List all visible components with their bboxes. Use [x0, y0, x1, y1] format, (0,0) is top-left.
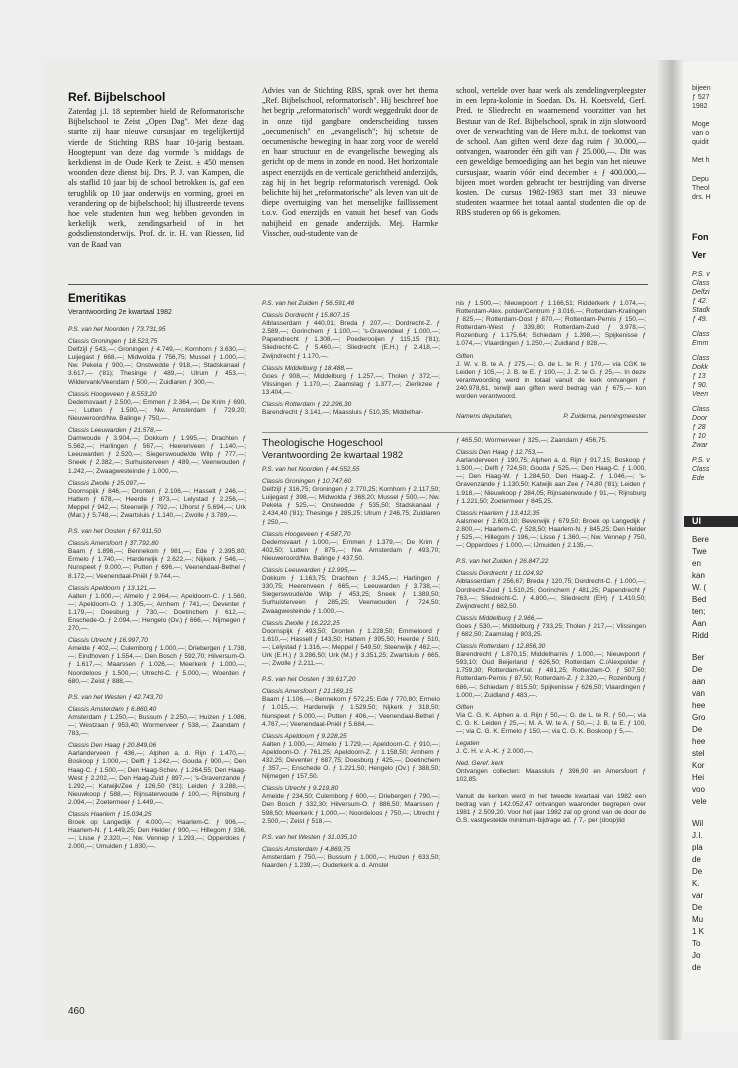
section-body: Aarlanderveen ƒ 190,75; Alphen a. d. Rijn ƒ 917,15; Boskoop ƒ 1.500,—; Delft ƒ 724,50; Gouda ƒ 525,—; Den Haag-C. ƒ 1.000,—; Den Haag-W. ƒ 1.284,50; Den Haag-Z. ƒ 1.046,—; 's-Gravenzande ƒ 1.130,50; Katwijk aan Zee ƒ 74,80 ('81); Leiden ƒ 1.918,—; Nieuwkoop ƒ 284,05; Rijnsaterwoude ƒ 91,—; Rijnsburg ƒ 1.221,50; Zoetermeer ƒ 845,25.	[456, 457, 646, 505]
next-page-fragment: van o	[692, 130, 710, 137]
next-page-fragment: Depu	[692, 176, 709, 183]
emeritikas-column-2	[262, 300, 440, 417]
section-body: nis ƒ 1.500,—; Nieuwpoort ƒ 1.166,51; Ridderkerk ƒ 1.074,—; Rotterdam-Alex. polder/Centrum ƒ 3.016,—; Rotterdam-Kralingen ƒ 825,—; Rotterdam-Oost ƒ 870,—; Rotterdam-Pernis ƒ 150,—; Rotterdam-West ƒ 339,80; Rotterdam-Zuid ƒ 3.978,—; Rozenburg ƒ 1.175,64; Schiedam ƒ 1.398,—; Spijkenisse ƒ 1.074,—; Vlaardingen ƒ 1.250,—; Zuidland ƒ 828,—.	[456, 300, 646, 348]
next-page-fragment: hee	[692, 737, 706, 746]
page-number: 460	[68, 1006, 85, 1017]
next-page-fragment: Gro	[692, 713, 706, 722]
section-body: Barendrecht ƒ 1.870,15; Middelharnis ƒ 1.000,—; Nieuwpoort ƒ 593,10; Oud Beijerland ƒ 626,50; Rotterdam C./Alexpolder ƒ 1.759,30; Rotterdam-Kral. ƒ 481,25; Rotterdam-O. ƒ 507,50; Rotterdam-Pernis ƒ 87,50; Rotterdam-Z. ƒ 2.320,—; Rozenburg ƒ 686,—; Schiedam ƒ 815,50; Spijkenisse ƒ 626,50; Vlaardingen ƒ 1.000,—; Zuidland ƒ 483,—.	[456, 651, 646, 699]
next-page-fragment: Jo	[692, 951, 701, 960]
next-page-fragment: Kor	[692, 761, 705, 770]
next-page-fragment: Wil	[692, 819, 704, 828]
section-body: Aarlanderveen ƒ 436,—; Alphen a. d. Rijn ƒ 1.470,—; Boskoop ƒ 1.000,—; Delft ƒ 1.242,—; Gouda ƒ 900,—; Den Haag-C. ƒ 1.500,—; Den Haag-Schev. ƒ 1.264,55; Den Haag-West ƒ 2.202,—; Den Haag-Zuid ƒ 897,—; 's-Gravenzande ƒ 1.292,—; Katwijk/Zee ƒ 126,50 ('81); Leiden ƒ 3.288,—; Nieuwkoop ƒ 588,—; Rijnsaterwoude ƒ 100,—; Rijnsburg ƒ 2.094,—; Zoetermeer ƒ 1.449,—.	[68, 750, 247, 806]
next-page-fragment: To	[692, 939, 701, 948]
section-heading: Classis Amersfoort ƒ 37.792,80	[68, 540, 159, 548]
section-body: Goes ƒ 908,—; Middelburg ƒ 1.257,—; Tholen ƒ 372,—; Vlissingen ƒ 1.170,—; Zaamslag ƒ 1.377,—; Zierikzee ƒ 13.404,—.	[262, 372, 440, 396]
next-page-fragment: Class	[692, 331, 710, 338]
section-heading: Classis Groningen ƒ 18.523,75	[68, 338, 158, 346]
next-page-fragment: De	[692, 725, 703, 734]
emeritikas-column-3	[456, 300, 646, 401]
section-body: Doornspijk ƒ 493,50; Dronten ƒ 1.228,50; Emmeloord ƒ 1.610,—; Hasselt ƒ 143,50; Hattem ƒ 395,50; Heerde ƒ 510,—; Lelystad ƒ 1.316,—; Meppel ƒ 549,50; Steenwijk ƒ 462,—; Urk (E.H.) ƒ 3.286,50; Urk (M.) ƒ 3.351,25; Zwartsluis ƒ 665,—; Zwolle ƒ 2.211,—.	[262, 627, 440, 668]
section-heading: P.S. van het Noorden ƒ 73.731,95	[68, 326, 166, 333]
section-heading: P.S. van het Westen ƒ 42.743,70	[68, 693, 163, 701]
section-heading: P.S. van het Zuiden ƒ 26.847,22	[456, 558, 549, 566]
section-heading: P.S. van het Oosten ƒ 67.911,50	[68, 528, 161, 536]
next-page-fragment: ten;	[692, 607, 706, 616]
section-heading: Classis Utrecht ƒ 9.219,80	[262, 785, 339, 793]
section-body: Damwoude ƒ 3.904,—; Dokkum ƒ 1.995,—; Drachten ƒ 5.562,—; Harlingen ƒ 567,—; Heerenveen ƒ 1.140,—; Leeuwarden ƒ 2.520,—; Siegerswoude/de Wilp ƒ 777,—; Sneek ƒ 2.382,—; Surhuisterveen ƒ 489,—; Veenwouden ƒ 1.242,—; Zwaagwesteinde ƒ 1.000,—.	[68, 435, 246, 475]
next-page-fragment: de	[692, 855, 701, 864]
next-page-fragment: pla	[692, 843, 703, 852]
next-page-fragment: Ridd	[692, 631, 709, 640]
section-body: Vanuit de kerken werd in het tweede kwartaal van 1982 een bedrag van ƒ 142.052,47 ontvangen waaronder begrepen over 1981 ƒ 2.509,20. Voor het jaar 1982 zal op grond van de door de G.S. vastgestelde minimum-bijdrage ad. ƒ 7,- per (doop)lid	[456, 792, 646, 824]
hogeschool-column-3	[456, 437, 646, 825]
section-heading: Classis Rotterdam ƒ 22.296,30	[262, 401, 352, 409]
next-page-fragment: bijeen	[692, 85, 711, 92]
middle-divider	[262, 432, 648, 433]
section-body: Barendrecht ƒ 3.141,—; Maassluis ƒ 510,35; Middelhar-	[262, 409, 424, 417]
section-heading: Classis Amsterdam ƒ 4.869,75	[262, 845, 351, 853]
emeritikas-subtitle: Verantwoording 2e kwartaal 1982	[68, 309, 172, 316]
next-page-fragment: drs. H	[692, 194, 711, 201]
section-heading: P.S. van het Noorden ƒ 44.552,55	[262, 466, 360, 473]
next-page-fragment: en	[692, 559, 701, 568]
section-heading: Classis Apeldoorn ƒ 9.228,25	[262, 732, 347, 740]
next-page-fragment: Delfzi	[692, 289, 710, 296]
section-heading: Classis Zwolle ƒ 16.222,25	[262, 619, 340, 627]
section-heading: Classis Leeuwarden ƒ 21.578,—	[68, 427, 162, 435]
next-page-fragment: ƒ 42.	[692, 298, 708, 305]
section-heading: Classis Den Haag ƒ 12.753,—	[456, 449, 544, 457]
section-body: Goes ƒ 530,—; Middelburg ƒ 733,25; Tholen ƒ 217,—; Vlissingen ƒ 682,50; Zaamslag ƒ 803,25.	[456, 622, 646, 638]
section-heading: Classis Zwolle ƒ 25.097,—	[68, 479, 145, 487]
section-heading: Classis Dordrecht ƒ 15.807,15	[262, 312, 350, 320]
section-heading: Classis Hoogeveen ƒ 8.553,20	[68, 390, 157, 398]
section-heading: Classis Dordrecht ƒ 11.024,92	[456, 570, 543, 578]
section-heading: Classis Den Haag ƒ 20.849,06	[68, 742, 157, 750]
next-page-fragment: P.S. v	[692, 457, 710, 464]
next-page-fragment: van	[692, 689, 705, 698]
next-page-fragment: Moge	[692, 121, 710, 128]
next-page-fragment: Class	[692, 355, 710, 362]
section-heading: Classis Amsterdam ƒ 6.860,40	[68, 705, 157, 713]
next-page-fragment: de	[692, 963, 701, 972]
section-body: Ameide ƒ 234,50; Culemborg ƒ 600,—; Driebergen ƒ 790,—; Den Bosch ƒ 332,30; Hilversum-O. ƒ 886,50; Maarssen ƒ 598,50; Meerkerk ƒ 1.000,—; Noordeloos ƒ 750,—; Utrecht ƒ 2.500,—; Zeist ƒ 518,—.	[262, 793, 440, 825]
section-body: Dokkum ƒ 1.163,75; Drachten ƒ 3.245,—; Harlingen ƒ 330,75; Heerenveen ƒ 665,—; Leeuwarden ƒ 3.738,—; Siegerswoude/de Wilp ƒ 453,25; Sneek ƒ 1.389,50; Surhuisterveen ƒ 285,25; Veenwouden ƒ 724,50; Zwaagwesteinde ƒ 1.000,—.	[262, 575, 440, 615]
section-body: Dedemsvaart ƒ 2.500,—; Emmen ƒ 2.364,—; De Krim ƒ 690,—; Lutten ƒ 1.500,—; Nw. Amsterdam ƒ 729,20; Nieuweroord/Nw. Balinge ƒ 750,—.	[68, 398, 246, 422]
section-body: Dedemsvaart ƒ 1.000,—; Emmen ƒ 1.379,—; De Krim ƒ 402,50; Lutten ƒ 875,—; Nw. Amsterdam ƒ 493,70; Nieuweroord/Nw. Balinge ƒ 437,50.	[262, 538, 440, 562]
section-body: Amsterdam ƒ 750,—; Bussum ƒ 1.000,—; Huizen ƒ 633,50; Naarden ƒ 1.239,—; Ouderkerk a. d. Amstel	[262, 853, 440, 870]
next-page-fragment: hee	[692, 701, 706, 710]
section-body: J. W. v. B. te A. ƒ 275,—; G. de L. te R. ƒ 170,— via CGK te Leiden ƒ 105,—; J. B. te E. ƒ 100,—; J. Z. te G. ƒ 25,—. In deze verantwoording werd in totaal vanuit de kerk ontvangen ƒ 240.978,61, terwijl aan giften werd bedrag van ƒ 675,— kon worden verantwoord.	[456, 360, 646, 401]
next-page-fragment: kan	[692, 571, 705, 580]
article-title: Ref. Bijbelschool	[68, 90, 166, 104]
section-heading: P.S. van het Oosten ƒ 39.617,20	[262, 676, 356, 684]
next-page-fragment: Hei	[692, 773, 705, 782]
section-heading: Classis Haarlem ƒ 15.034,25	[68, 810, 152, 818]
next-page-fragment: Ul	[684, 516, 738, 527]
next-page-fragment: K.	[692, 879, 700, 888]
section-body: Alblasserdam ƒ 256,67; Breda ƒ 120,75; Dordrecht-C. ƒ 1.000,—; Dordrecht-Zuid ƒ 1.510,25; Gorinchem ƒ 481,25; Papendrecht ƒ 763,—; Sliedrecht-C. ƒ 4.800,—; Sliedrecht (EH) ƒ 1.410,50; Zwijndrecht ƒ 682,50.	[456, 578, 646, 610]
next-page-fragment: ƒ 527	[692, 94, 710, 101]
section-heading: Classis Groningen ƒ 10.747,60	[262, 478, 352, 486]
signature-left: Namens deputaten,	[456, 413, 513, 420]
next-page-fragment: Emm	[692, 340, 709, 347]
article-column-3: school, vertelde over haar werk als zendelingverpleegster in een lepra-kolonie in Soedan. Ds. H. Koetsveld, Gerf. Pred. te Sliedrecht en waarnemend voorzitter van het Bestuur van de Ref. Bijbelschool, sprak in zijn slotwoord over de verwachting van de Here m.b.t. de toekomst van de school. Aan giften werd deze dag ruim ƒ 30.000,— ontvangen, waaronder één gift van ƒ 25.000,—. Dit was een geweldige bemoediging aan het begin van het nieuwe cursusjaar, waarin vóór eind december ± ƒ 400.000,— bijeen moet worden gebracht ter bestrijding van diverse kosten. De cursus 1982-1983 start met 33 nieuwe studenten waarmee het totaal aantal studenten die op de RBS studeren op 66 is gekomen.	[456, 86, 646, 218]
page-spine-shadow	[658, 60, 684, 1040]
hogeschool-header	[262, 437, 442, 461]
next-page-fragment: Aan	[692, 619, 707, 628]
section-body: Delfzijl ƒ 316,75; Groningen ƒ 2.770,25; Kornhorn ƒ 2.117,50; Luijegast ƒ 398,—; Midwolda ƒ 368,20; Mussel ƒ 500,—; Nw. Pekela ƒ 525,—; Onstwedde ƒ 535,50; Stadskanaal ƒ 2.434,40 ('81); Thesinge ƒ 285,25; Ulrum ƒ 246,75; Zuidlaren ƒ 250,—.	[262, 486, 440, 526]
next-page-fragment: ƒ 28	[692, 424, 706, 431]
section-heading: Classis Middelburg ƒ 2.966,—	[456, 614, 543, 622]
next-page-fragment: De	[692, 903, 703, 912]
section-heading: Classis Leeuwarden ƒ 12.995,—	[262, 567, 356, 575]
next-page-fragment: Ber	[692, 653, 705, 662]
section-heading: Classis Middelburg ƒ 18.488,—	[262, 364, 353, 372]
section-body: Baarn ƒ 1.896,—; Bennekom ƒ 981,—; Ede ƒ 2.395,80; Ermelo ƒ 1.740,—; Harderwijk ƒ 2.622,—; Nijkerk ƒ 546,—; Nunspeet ƒ 9.000,—; Putten ƒ 696,—; Veenendaal-Bethel ƒ 8.172,—; Veenendaal-Pniël ƒ 9.744,—.	[68, 548, 246, 580]
section-heading: Classis Apeldoorn ƒ 13.121,—	[68, 584, 156, 592]
section-heading: Classis Amersfoort ƒ 21.169,15	[262, 688, 353, 696]
section-heading: Legaten	[456, 740, 480, 748]
section-heading: Giften	[456, 352, 474, 360]
article-column-2: Advies van de Stichting RBS, sprak over het thema „Ref. Bijbelschool, reformatorisch". Hij beschreef hoe het begrip „reformatorisch" wordt weggedrukt door de in onze tijd gangbare onderscheiding tussen „oecumenisch" en „evangelisch"; hij schetste de oecumenische beweging in haar zorg voor de wereld en haar structuur en de evangelische beweging als gericht op de mens in zonde en nood. Het horizontale aspect enerzijds en de verticale gerichtheid anderzijds, zag hij in het begrip reformatorisch verenigd. Ook belichtte hij het „reformatorische" als leven van uit de diepe overtuiging van het menselijke faillissement t.o.v. God enerzijds en vanuit het besef van Gods nabijheid en genade anderzijds. Mej. Harmke Visscher, oud-studente van de	[262, 86, 438, 238]
section-heading: P.S. van het Zuiden ƒ 56.591,46	[262, 300, 355, 307]
section-body: Doornspijk ƒ 846,—; Dronten ƒ 2.106,—; Hasselt ƒ 246,—; Hattem ƒ 678,—; Heerde ƒ 873,—; Lelystad ƒ 2.256,—; Meppel ƒ 942,—; Steenwijk ƒ 792,—; IJhorst ƒ 5.694,—; Urk (Mar.) ƒ 5.748,—; Zwartsluis ƒ 1.140,—; Zwolle ƒ 3.789,—.	[68, 487, 246, 519]
next-page-fragment: 1982	[692, 103, 708, 110]
section-heading: Classis Haarlem ƒ 13.412,35	[456, 509, 540, 517]
next-page-fragment: vele	[692, 797, 707, 806]
section-heading: Classis Hoogeveen ƒ 4.587,70	[262, 530, 351, 538]
article-column-1: Zaterdag j.l. 18 september hield de Reformatorische Bijbelschool te Zeist „Open Dag". Met deze dag startte zij haar nieuwe cursusjaar en tegelijkertijd vierde de Stichting RBS haar 10-jarig bestaan. Hoogtepunt van deze dag vormde 's middags de kerkdienst in de Oude Kerk te Zeist. ± 450 mensen woonden deze dienst bij. Drs. P. J. van Kampen, die als staflid 10 jaar bij de school betrokken is, gaf een terugblik op 10 jaar onderwijs en vorming, groei en verandering op de bijbelschool; hij illustreerde tevens hoe vele studenten hun weg hebben gevonden in kerkelijk werk, zendingsarbeid of in het godsdienstonderwijs. Prof. dr. ir. H. van Riessen, lid van de Raad van	[68, 107, 244, 249]
next-page-fragment: Zwar	[692, 442, 708, 449]
next-page-fragment: Door	[692, 415, 708, 422]
signature-right: P. Zuidema, penningmeester	[563, 413, 646, 420]
hogeschool-column-2	[262, 466, 440, 870]
next-page-fragment: Class	[692, 466, 710, 473]
next-page-fragment: Class	[692, 280, 710, 287]
next-page-fragment: Bere	[692, 535, 709, 544]
section-body: Amsterdam ƒ 1.250,—; Bussum ƒ 2.250,—; Huizen ƒ 1.086,—; Westzaan ƒ 953,40; Wormerveer ƒ 538,—; Zaandam ƒ 783,—.	[68, 713, 246, 738]
section-heading: Classis Rotterdam ƒ 12.856,30	[456, 643, 546, 651]
next-page-fragment: stel	[692, 749, 705, 758]
section-body: Aalten ƒ 1.000,—; Almelo ƒ 1.729,—; Apeldoorn-C. ƒ 910,—; Apeldoorn-O. ƒ 761,25; Apeldoorn-Z. ƒ 1.158,50; Arnhem ƒ 432,25; Deventer ƒ 687,75; Doesburg ƒ 425,—; Doetinchem ƒ 357,—; Enschede O. ƒ 1.221,50; Hengelo (Ov.) ƒ 388,50; Nijmegen ƒ 157,50.	[262, 740, 440, 781]
section-body: Delfzijl ƒ 543,—; Groningen ƒ 4.749,—; Kornhorn ƒ 3.630,—; Luijegast ƒ 668,—; Midwolda ƒ 756,75; Mussel ƒ 1.000,—; Nw. Pekela ƒ 900,—; Onstwedde ƒ 918,—; Stadskanaal ƒ 3.617,— ('81); Thesinge ƒ 489,—; Ulrum ƒ 453,—; Wildervank/Veendam ƒ 500,—; Zuidlaren ƒ 300,—.	[68, 346, 246, 386]
section-body: Alblasserdam ƒ 440,01; Breda ƒ 207,—; Dordrecht-Z. ƒ 2.589,—; Gorinchem ƒ 1.100,—; 's-Gravendeel ƒ 1.000,—; Papendrecht ƒ 1.308,—; Poederooijen ƒ 115,15 ('81); Sliedrecht-C. ƒ 5.460,—; Sliedrecht (E.H.) ƒ 2.418,—; Zwijndrecht ƒ 1.170,—.	[262, 320, 440, 360]
next-page-fragment: W. (	[692, 583, 707, 592]
top-divider	[68, 284, 648, 285]
section-body: Broek op Langedijk ƒ 4.000,—; Haarlem-C. ƒ 906,—; Haarlem-N. ƒ 1.449,25; Den Helder ƒ 900,—; Hillegom ƒ 336,—; Lisse ƒ 2.320,—; Nw. Vennep ƒ 1.293,—; Opperdoes ƒ 2.000,—; Umuiden ƒ 1.830,—.	[68, 819, 246, 851]
next-page-fragment: Stadk	[692, 307, 710, 314]
section-heading: P.S. van het Westen ƒ 31.035,10	[262, 833, 357, 841]
next-page-fragment: Class	[692, 406, 710, 413]
next-page-fragment: Fon	[692, 232, 709, 242]
next-page-fragment: De	[692, 665, 703, 674]
section-heading: Classis Utrecht ƒ 16.997,70	[68, 637, 148, 645]
next-page-fragment: Met h	[692, 157, 710, 164]
next-page-fragment: ƒ 49.	[692, 316, 708, 323]
next-page-fragment: Bed	[692, 595, 707, 604]
emeritikas-title: Emeritikas	[68, 293, 127, 305]
section-body: J. C. H. v. A.-K. ƒ 2.000,—.	[456, 748, 534, 756]
section-body: Aalsmeer ƒ 2.603,10; Beverwijk ƒ 679,50; Broek op Langedijk ƒ 2.800,—; Haarlem-C. ƒ 528,50; Haarlem-N. ƒ 845,25; Den Helder ƒ 525,—; Hillegom ƒ 196,—; Lisse ƒ 1.360,—; Nw. Vennep ƒ 750,—; Opperdoes ƒ 1.000,—; IJmuiden ƒ 2.135,—.	[456, 517, 646, 550]
next-page-fragment: Dokk	[692, 364, 708, 371]
section-body: Ontvangen collecten: Maassluis ƒ 396,90 en Amersfoort ƒ 102,85.	[456, 768, 646, 784]
emeritikas-signature	[456, 410, 646, 421]
next-page-fragment: Twe	[692, 547, 707, 556]
emeritikas-header	[68, 293, 246, 326]
next-page-fragment: De	[692, 867, 703, 876]
next-page-fragment: voo	[692, 785, 705, 794]
next-page-fragment: quidit	[692, 139, 709, 146]
section-body: ƒ 465,50; Wormerveer ƒ 325,—; Zaandam ƒ 456,75.	[456, 437, 607, 444]
section-body: Baarn ƒ 1.106,—; Bennekom ƒ 572,25; Ede ƒ 770,80; Ermelo ƒ 1.015,—; Harderwijk ƒ 1.529,50; Nijkerk ƒ 318,50; Nunspeet ƒ 5.000,—; Putten ƒ 406,—; Veenendaal-Bethel ƒ 4.767,—; Veenendaal-Pniël ƒ 5.684,—.	[262, 696, 440, 728]
hogeschool-title: Theologische Hogeschool	[262, 437, 383, 449]
next-page-fragment: Ver	[692, 250, 707, 260]
next-page-fragment: Mu	[692, 915, 704, 924]
next-page-fragment: var	[692, 891, 704, 900]
next-page-fragment: ƒ 13	[692, 373, 706, 380]
next-page-fragment: Theol	[692, 185, 710, 192]
next-page-fragment: ƒ 10	[692, 433, 706, 440]
next-page-fragment: 1 K	[692, 927, 705, 936]
section-heading: Giften	[456, 703, 474, 711]
next-page-fragment: Ede	[692, 475, 705, 482]
section-heading: Ned. Geref. kerk	[456, 760, 504, 768]
section-body: Via C. G. K. Alphen a. d. Rijn ƒ 50,—; G. de L. te R. ƒ 50,—; via C. G. K. Leiden ƒ 25,—; M. A. W. te A. ƒ 50,—; J. B. te E. ƒ 100,—; via C. G. K. Ermelo ƒ 150,—; via C. G. K. Boskoop ƒ 5,—.	[456, 711, 646, 735]
next-page-fragment: ƒ 90.	[692, 382, 708, 389]
section-body: Ameide ƒ 402,—; Culemborg ƒ 1.000,—; Driebergen ƒ 1.738,—; Eindhoven ƒ 1.554,—; Den Bosch ƒ 592,70; Hilversum-O. ƒ 1.617,—; Maarssen ƒ 1.026,—; Meerkerk ƒ 1.000,—; Noordeloos ƒ 1.500,—; Utrecht-C. ƒ 5.000,—; Woerden ƒ 680,—; Zeist ƒ 888,—.	[68, 645, 246, 685]
emeritikas-column-1	[68, 326, 246, 851]
next-page-fragment: J.I.	[692, 831, 703, 840]
hogeschool-subtitle: Verantwoording 2e kwartaal 1982	[262, 450, 404, 461]
next-page-fragment: aan	[692, 677, 706, 686]
section-body: Aalten ƒ 1.000,—; Almelo ƒ 2.964,—; Apeldoorn-C. ƒ 1.560,—; Apeldoorn-O. ƒ 1.305,—; Arnhem ƒ 741,—; Deventer ƒ 1.179,—; Doesburg ƒ 730,—; Doetinchem ƒ 612,—; Enschede-O. ƒ 2.094,—; Hengelo (Ov.) ƒ 666,—; Nijmegen ƒ 270,—.	[68, 592, 246, 633]
next-page-fragment: P.S. v	[692, 271, 710, 278]
next-page-fragment: Veen	[692, 391, 709, 398]
